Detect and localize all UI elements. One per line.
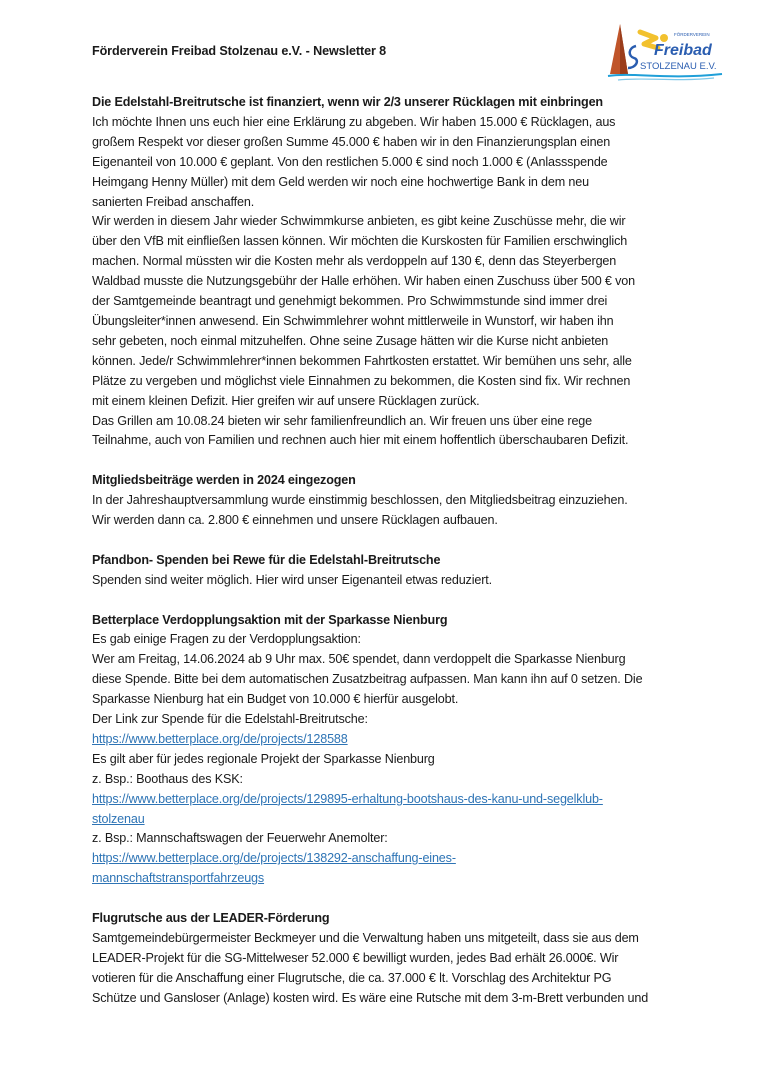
betterplace-link-bootshaus-continued[interactable]: stolzenau — [92, 811, 145, 826]
section-edelstahl-breitrutsche — [92, 93, 672, 451]
paragraph-line: der Samtgemeinde beantragt und genehmigt bekommen. Pro Schwimmstunde sind immer drei — [92, 294, 608, 309]
spacer — [92, 451, 672, 471]
paragraph-line: Es gilt aber für jedes regionale Projekt der Sparkasse Nienburg — [92, 751, 435, 766]
paragraph-line: Wir werden dann ca. 2.800 € einnehmen und unsere Rücklagen aufbauen. — [92, 513, 498, 528]
paragraph-line: Das Grillen am 10.08.24 bieten wir sehr familienfreundlich an. Wir freuen uns über eine rege — [92, 413, 593, 428]
paragraph-line: können. Jede/r Schwimmlehrer*innen bekommen Fahrtkosten erstattet. Wir bemühen uns sehr, alle — [92, 353, 632, 368]
section-flugrutsche-leader — [92, 909, 672, 1009]
paragraph-line: Spenden sind weiter möglich. Hier wird unser Eigenanteil etwas reduziert. — [92, 572, 492, 587]
section-mitgliedsbeitraege — [92, 471, 672, 531]
spacer — [92, 591, 672, 611]
betterplace-link-feuerwehr-continued[interactable]: mannschaftstransportfahrzeugs — [92, 871, 265, 886]
paragraph-line: mit einem kleinen Defizit. Hier greifen wir auf unsere Rücklagen zurück. — [92, 393, 480, 408]
paragraph-line: Wir werden in diesem Jahr wieder Schwimmkurse anbieten, es gibt keine Zuschüsse mehr, die wir — [92, 214, 626, 229]
logo-swirl — [628, 46, 637, 68]
paragraph-line: votieren für die Anschaffung einer Flugrutsche, die ca. 37.000 € lt. Vorschlag des Architektur PG — [92, 970, 612, 985]
paragraph-line: Samtgemeindebürgermeister Beckmeyer und die Verwaltung haben uns mitgeteilt, dass sie aus dem — [92, 931, 639, 945]
paragraph-line: Es gab einige Fragen zu der Verdopplungsaktion: — [92, 632, 361, 647]
paragraph-line: Sparkasse Nienburg hat ein Budget von 10.000 € hierfür ausgelobt. — [92, 692, 459, 707]
paragraph-line: LEADER-Projekt für die SG-Mittelweser 52.000 € bewilligt wurden, jedes Bad erhält 26.000€. Wir — [92, 950, 619, 965]
paragraph-line: Ich möchte Ihnen uns euch hier eine Erklärung zu abgeben. Wir haben 15.000 € Rücklagen, aus — [92, 114, 616, 129]
section-betterplace-verdopplungsaktion — [92, 611, 672, 890]
freibad-logo-swimmer-icon — [604, 22, 726, 82]
logo-sub-text: STOLZENAU E.V. — [640, 61, 717, 72]
logo-main-text: Freibad — [654, 42, 712, 59]
betterplace-link-bootshaus[interactable]: https://www.betterplace.org/de/projects/129895-erhaltung-bootshaus-des-kanu-und-segelklub- — [92, 791, 603, 806]
paragraph-line: In der Jahreshauptversammlung wurde einstimmig beschlossen, den Mitgliedsbeitrag einzuziehen. — [92, 493, 628, 508]
paragraph-line: Heimgang Henny Müller) mit dem Geld werden wir noch eine hochwertige Bank in dem neu — [92, 174, 589, 189]
section-heading: Die Edelstahl-Breitrutsche ist finanziert, wenn wir 2/3 unserer Rücklagen mit einbringen — [92, 95, 603, 109]
logo-wave — [608, 74, 722, 76]
paragraph-line: Teilnahme, auch von Familien und rechnen auch hier mit einem hoffentlich überschaubaren Defizit. — [92, 433, 629, 448]
newsletter-content — [92, 93, 672, 1009]
section-heading: Betterplace Verdopplungsaktion mit der Sparkasse Nienburg — [92, 612, 448, 627]
logo-swimmer-head — [660, 34, 668, 42]
logo-tower-shade — [620, 24, 628, 74]
paragraph-line: über den VfB mit einfließen lassen können. Wir möchten die Kurskosten für Familien erschwinglich — [92, 234, 628, 249]
section-heading: Pfandbon- Spenden bei Rewe für die Edelstahl-Breitrutsche — [92, 552, 441, 567]
paragraph-line: Waldbad musste die Nutzungsgebühr der Halle erhöhen. Wir haben einen Zuschuss über 500 € von — [92, 274, 635, 289]
paragraph-line: machen. Normal müssten wir die Kosten mehr als verdoppeln auf 130 €, denn das Steyerbergen — [92, 254, 617, 269]
section-heading: Mitgliedsbeiträge werden in 2024 eingezogen — [92, 473, 356, 488]
betterplace-link-breitrutsche[interactable]: https://www.betterplace.org/de/projects/128588 — [92, 731, 348, 746]
paragraph-line: großem Respekt vor dieser großen Summe 45.000 € haben wir in den Finanzierungsplan einen — [92, 134, 611, 149]
paragraph-line: diese Spende. Bitte bei dem automatischen Zusatzbeitrag aufpassen. Man kann ihn auf 0 setzen. Die — [92, 672, 643, 687]
example-label-bootshaus: z. Bsp.: Boothaus des KSK: — [92, 771, 243, 786]
freibad-logo — [604, 22, 726, 82]
document-header-title: Förderverein Freibad Stolzenau e.V. - Newsletter 8 — [92, 44, 387, 58]
example-label-feuerwehr: z. Bsp.: Mannschaftswagen der Feuerwehr Anemolter: — [92, 831, 388, 846]
logo-small-text: FÖRDERVEREIN — [674, 32, 710, 37]
paragraph-line: Schütze und Gansloser (Anlage) kosten wird. Es wäre eine Rutsche mit dem 3-m-Brett verbunden und — [92, 990, 649, 1005]
paragraph-line: sanierten Freibad anschaffen. — [92, 194, 255, 209]
paragraph-line: Wer am Freitag, 14.06.2024 ab 9 Uhr max. 50€ spendet, dann verdoppelt die Sparkasse Nienburg — [92, 652, 626, 667]
betterplace-link-feuerwehr[interactable]: https://www.betterplace.org/de/projects/138292-anschaffung-eines- — [92, 851, 456, 866]
spacer — [92, 531, 672, 551]
paragraph-line: Übungsleiter*innen anwesend. Ein Schwimmlehrer wohnt mittlerweile in Wunstorf, wir haben ihn — [92, 313, 614, 328]
logo-wave-2 — [618, 78, 714, 80]
paragraph-line: Plätze zu vergeben und möglichst viele Einnahmen zu bekommen, die Kosten sind fix. Wir rechnen — [92, 373, 631, 388]
spacer — [92, 889, 672, 909]
paragraph-line: Eigenanteil von 10.000 € geplant. Von den restlichen 5.000 € sind noch 1.000 € (Anlassspende — [92, 154, 608, 169]
section-heading: Flugrutsche aus der LEADER-Förderung — [92, 911, 330, 926]
paragraph-line: Der Link zur Spende für die Edelstahl-Breitrutsche: — [92, 712, 368, 727]
section-pfandbon-spenden — [92, 551, 672, 591]
paragraph-line: sehr gebeten, noch einmal mitzuhelfen. Ohne seine Zusage hätten wir die Kurse nicht anbieten — [92, 333, 609, 348]
